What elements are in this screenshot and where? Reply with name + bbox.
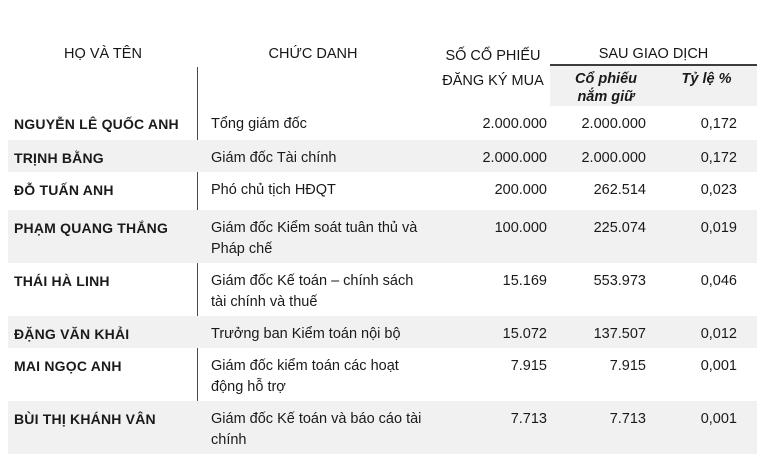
title-cell: Giám đốc Tài chính — [211, 150, 337, 166]
held-cell: 2.000.000 — [581, 116, 646, 132]
subheader-shares-held — [550, 66, 662, 106]
registered-cell: 2.000.000 — [482, 116, 547, 132]
header-registered-line2: ĐĂNG KÝ MUA — [442, 73, 544, 89]
name-cell: THÁI HÀ LINH — [14, 273, 110, 289]
ratio-cell: 0,172 — [700, 116, 737, 132]
ratio-cell: 0,001 — [700, 411, 737, 427]
table-body — [8, 106, 757, 454]
subheader-ratio: Tỷ lệ % — [681, 71, 732, 87]
ratio-cell: 0,019 — [700, 220, 737, 236]
ratio-cell: 0,023 — [700, 182, 737, 198]
registered-cell: 100.000 — [494, 220, 547, 236]
table-row — [8, 106, 757, 140]
ratio-cell: 0,046 — [700, 273, 737, 289]
title-cell: Giám đốc Kiểm soát tuân thủ và Pháp chế — [211, 220, 418, 257]
title-cell: Phó chủ tịch HĐQT — [211, 182, 336, 198]
registered-cell: 200.000 — [494, 182, 547, 198]
table-row — [8, 316, 757, 348]
subheader-shares-held-line1: Cổ phiếu — [574, 71, 638, 87]
registered-cell: 15.072 — [502, 326, 547, 342]
registered-cell: 7.915 — [510, 358, 547, 374]
held-cell: 137.507 — [593, 326, 646, 342]
held-cell: 7.915 — [609, 358, 646, 374]
after-transaction-subheader — [550, 66, 757, 106]
header-name: HỌ VÀ TÊN — [64, 46, 142, 62]
subheader-shares-held-line2: nắm giữ — [577, 89, 635, 105]
title-cell: Giám đốc Kế toán và báo cáo tài chính — [211, 411, 422, 448]
title-cell: Giám đốc Kế toán – chính sách tài chính và thuế — [211, 273, 414, 310]
table-row — [8, 263, 757, 316]
header-registered-line1: SỐ CỔ PHIẾU — [445, 48, 541, 64]
header-title: CHỨC DANH — [268, 46, 358, 62]
header-registered-shares — [428, 44, 558, 94]
name-cell: PHẠM QUANG THẮNG — [14, 220, 169, 236]
header-after-transaction-group: SAU GIAO DỊCH — [598, 46, 709, 62]
name-cell: MAI NGỌC ANH — [14, 358, 122, 374]
registered-cell: 7.713 — [510, 411, 547, 427]
registered-cell: 15.169 — [502, 273, 547, 289]
held-cell: 7.713 — [609, 411, 646, 427]
registered-cell: 2.000.000 — [482, 150, 547, 166]
ratio-cell: 0,172 — [700, 150, 737, 166]
name-cell: ĐẶNG VĂN KHẢI — [14, 326, 130, 342]
name-cell: NGUYỄN LÊ QUỐC ANH — [14, 116, 179, 132]
name-cell: TRỊNH BẰNG — [14, 150, 104, 166]
ratio-cell: 0,012 — [700, 326, 737, 342]
ratio-cell: 0,001 — [700, 358, 737, 374]
held-cell: 225.074 — [593, 220, 646, 236]
title-cell: Tổng giám đốc — [211, 116, 307, 132]
table-row — [8, 348, 757, 401]
table-row — [8, 140, 757, 172]
table-row — [8, 210, 757, 263]
table-row — [8, 401, 757, 454]
table-row — [8, 172, 757, 210]
title-cell: Trưởng ban Kiểm toán nội bộ — [211, 326, 401, 342]
held-cell: 262.514 — [593, 182, 646, 198]
title-cell: Giám đốc kiểm toán các hoạt động hỗ trợ — [211, 358, 399, 395]
name-cell: BÙI THỊ KHÁNH VÂN — [14, 411, 156, 427]
name-cell: ĐỖ TUẤN ANH — [14, 182, 114, 198]
held-cell: 2.000.000 — [581, 150, 646, 166]
held-cell: 553.973 — [593, 273, 646, 289]
